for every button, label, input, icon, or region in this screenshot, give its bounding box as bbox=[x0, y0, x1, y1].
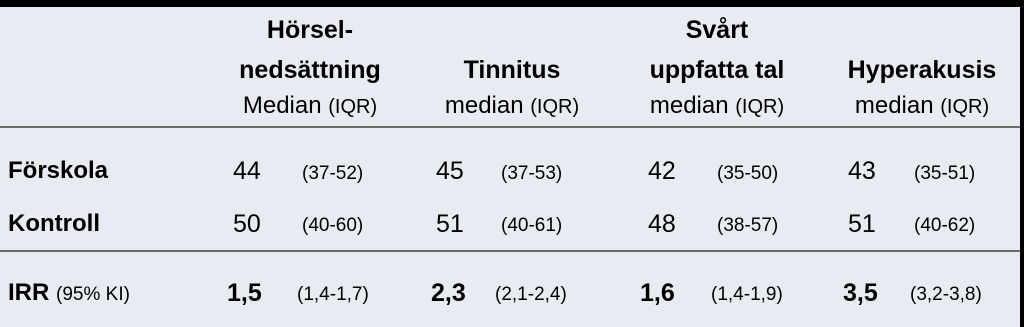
col1-title-line2: nedsättning bbox=[239, 56, 381, 84]
cell-value: 42 bbox=[648, 157, 676, 185]
col2-title: Tinnitus bbox=[463, 56, 561, 84]
irr-value: 1,6 bbox=[640, 279, 675, 307]
cell-value: 45 bbox=[436, 157, 464, 185]
col3-title-line1: Svårt bbox=[685, 16, 749, 44]
irr-range: (1,4-1,9) bbox=[711, 284, 783, 305]
irr-range: (1,4-1,7) bbox=[297, 284, 369, 305]
cell-range: (37-52) bbox=[302, 163, 364, 184]
row-label-kontroll: Kontroll bbox=[8, 210, 100, 237]
cell-value: 43 bbox=[848, 157, 876, 185]
irr-value: 1,5 bbox=[227, 279, 262, 307]
col1-stat-label: Median (IQR) bbox=[242, 92, 378, 119]
row-label-irr: IRR (95% KI) bbox=[8, 279, 130, 306]
irr-value: 2,3 bbox=[431, 279, 466, 307]
cell-range: (40-61) bbox=[501, 215, 563, 236]
right-border bbox=[1020, 0, 1024, 327]
irr-range: (3,2-3,8) bbox=[910, 284, 982, 305]
row-label-forskola: Förskola bbox=[8, 157, 109, 184]
col4-title: Hyperakusis bbox=[847, 56, 997, 84]
cell-range: (40-62) bbox=[914, 215, 976, 236]
col3-stat-label: median (IQR) bbox=[649, 92, 785, 119]
cell-range: (37-53) bbox=[501, 163, 563, 184]
header-divider bbox=[0, 126, 1020, 128]
cell-range: (40-60) bbox=[302, 215, 364, 236]
col3-title-line2: uppfatta tal bbox=[649, 56, 785, 84]
cell-range: (35-51) bbox=[914, 163, 976, 184]
cell-range: (35-50) bbox=[717, 163, 779, 184]
col1-title-line1: Hörsel- bbox=[266, 16, 354, 44]
irr-divider bbox=[0, 250, 1020, 252]
top-border bbox=[0, 0, 1024, 7]
cell-value: 51 bbox=[848, 210, 876, 238]
cell-value: 48 bbox=[648, 210, 676, 238]
col2-stat-label: median (IQR) bbox=[444, 92, 580, 119]
cell-value: 51 bbox=[436, 210, 464, 238]
cell-range: (38-57) bbox=[717, 215, 779, 236]
cell-value: 50 bbox=[233, 210, 261, 238]
cell-value: 44 bbox=[233, 157, 261, 185]
irr-value: 3,5 bbox=[843, 279, 878, 307]
irr-range: (2,1-2,4) bbox=[495, 284, 567, 305]
col4-stat-label: median (IQR) bbox=[854, 92, 990, 119]
